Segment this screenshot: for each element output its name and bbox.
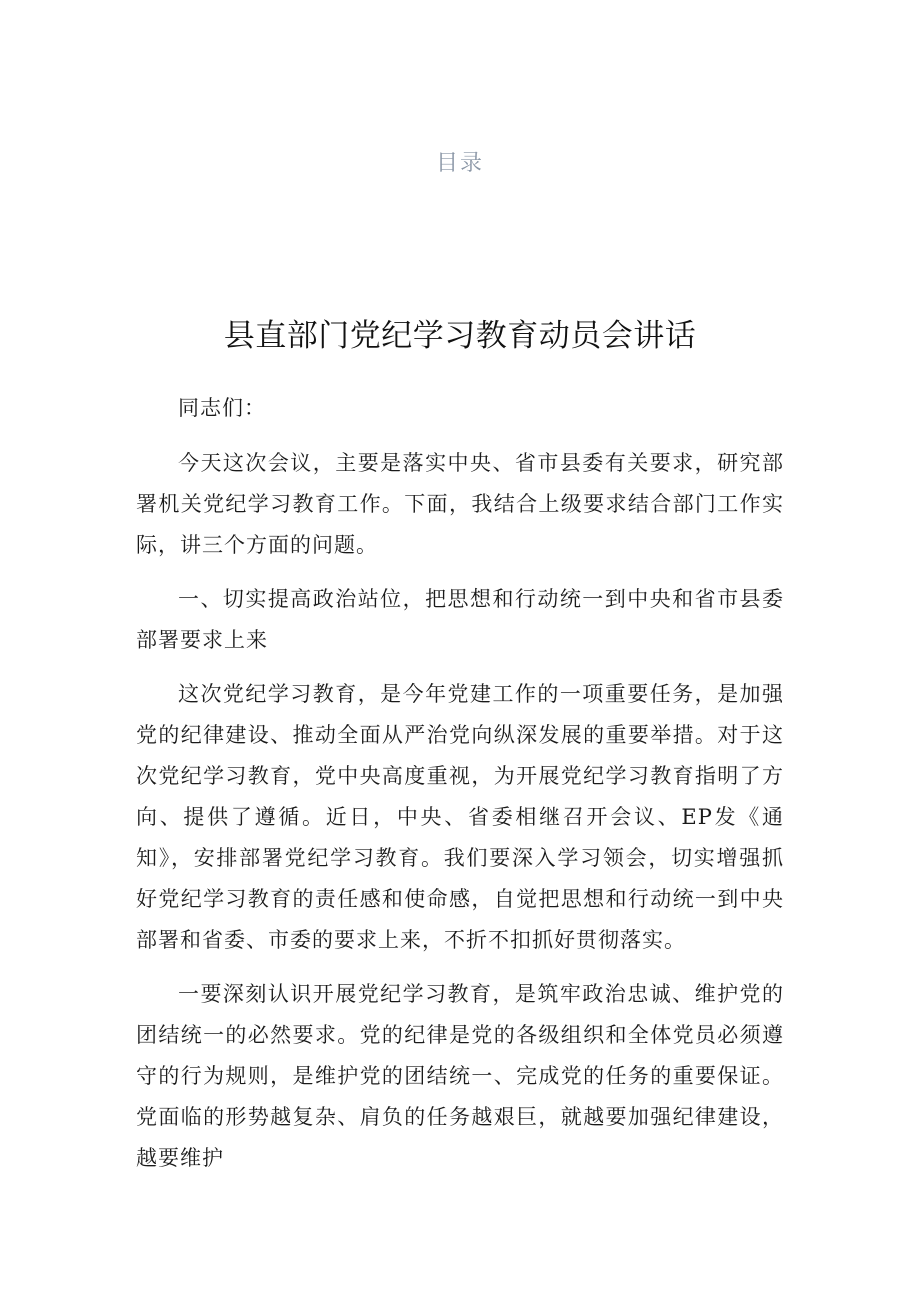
section-heading-1: 一、切实提高政治站位，把思想和行动统一到中央和省市县委部署要求上来: [136, 587, 784, 652]
paragraph-intro: 今天这次会议，主要是落实中央、省市县委有关要求，研究部署机关党纪学习教育工作。下面，我结合上级要求结合部门工作实际，讲三个方面的问题。: [136, 451, 784, 557]
paragraph-point-1: 一要深刻认识开展党纪学习教育，是筑牢政治忠诚、维护党的团结统一的必然要求。党的纪律是党的各级组织和全体党员必须遵守的行为规则，是维护党的团结统一、完成党的任务的重要保证。党面临的形势越复杂、肩负的任务越艰巨，就越要加强纪律建设，越要维护: [136, 982, 784, 1170]
toc-heading: 目录: [435, 151, 484, 176]
document-title: 县直部门党纪学习教育动员会讲话: [223, 318, 697, 354]
document-body: [136, 388, 784, 1192]
greeting: 同志们：: [178, 396, 266, 420]
paragraph-section-1: 这次党纪学习教育，是今年党建工作的一项重要任务，是加强党的纪律建设、推动全面从严治党向纵深发展的重要举措。对于这次党纪学习教育，党中央高度重视，为开展党纪学习教育指明了方向、提供了遵循。近日，中央、省委相继召开会议、EP发《通知》，安排部署党纪学习教育。我们要深入学习领会，切实增强抓好党纪学习教育的责任感和使命感，自觉把思想和行动统一到中央部署和省委、市委的要求上来，不折不扣抓好贯彻落实。: [136, 682, 784, 952]
